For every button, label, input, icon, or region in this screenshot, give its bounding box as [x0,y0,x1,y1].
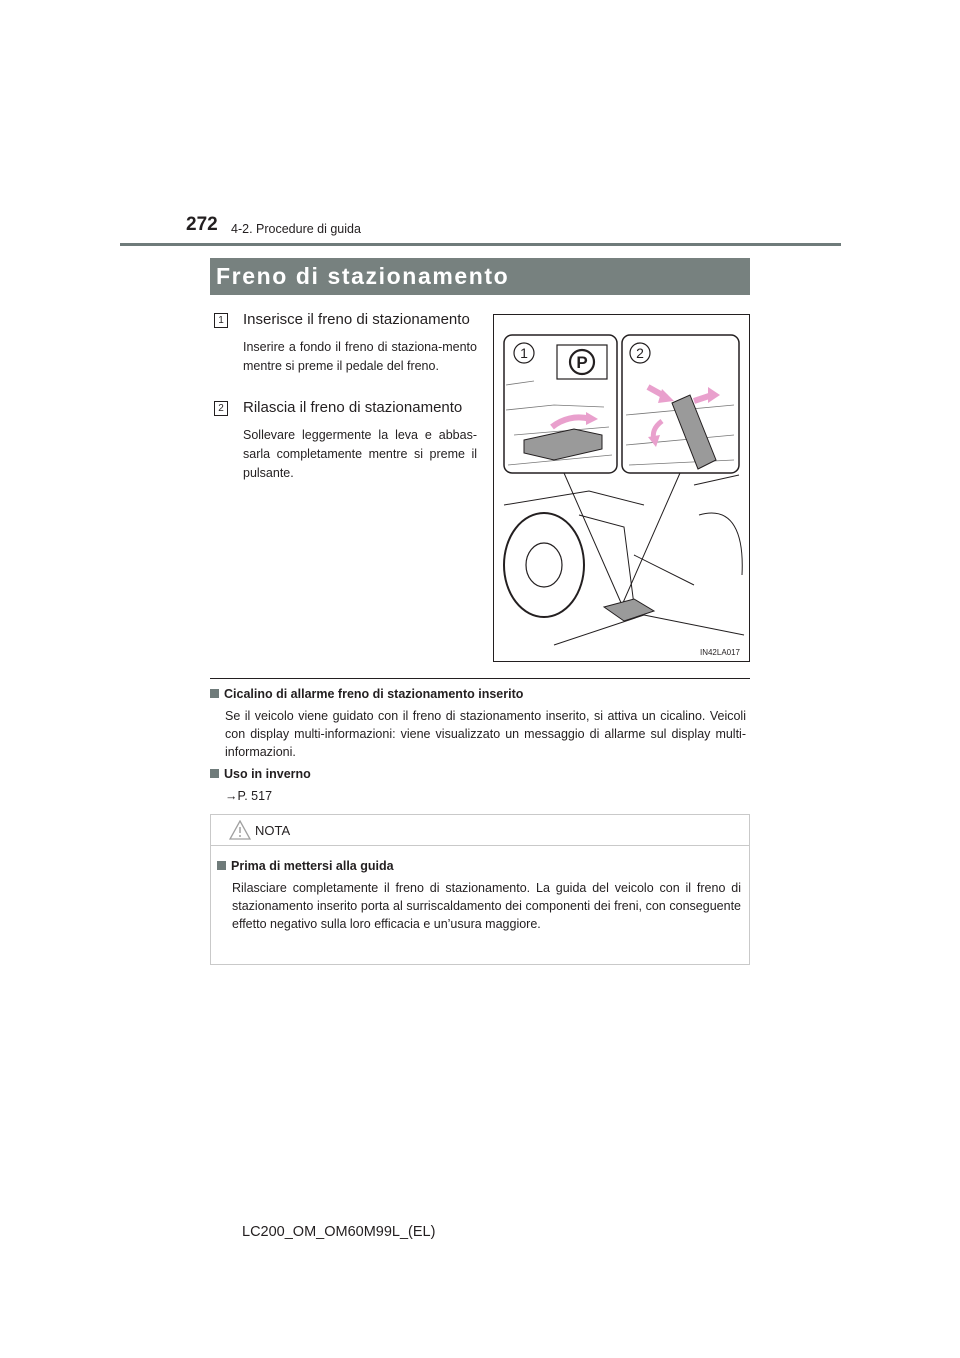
step-title-1: Inserisce il freno di stazionamento [243,311,470,328]
page-number: 272 [186,214,218,235]
caution-header [211,815,749,846]
parking-brake-illustration [493,314,750,662]
steering-hub [526,543,562,587]
callout-label-2: 2 [636,345,644,361]
step-text-1: Inserire a fondo il freno di staziona-mento mentre si preme il pedale del freno. [243,340,477,373]
caution-text: Rilasciare completamente il freno di stazionamento. La guida del veicolo con il freno di stazionamento inserito porta al surriscaldamento dei componenti dei freni, con conseguente effetto negativo sulla loro efficacia e un’usura maggiore. [232,881,741,931]
steering-wheel [504,513,584,617]
note-text-2: →P. 517 [225,789,273,803]
step-text-2: Sollevare leggermente la leva e abbas-sarla completamente mentre si preme il pulsante. [243,428,477,480]
header-rule [120,243,841,246]
square-bullet-icon [210,689,219,698]
note-heading-1: Cicalino di allarme freno di stazionamento inserito [210,687,746,701]
footer-code: LC200_OM_OM60M99L_(EL) [242,1224,436,1240]
brake-lever-overview [604,599,654,621]
section-divider [210,678,750,679]
step-number-2: 2 [214,401,228,416]
callout-label-1: 1 [520,345,528,361]
section-label: 4-2. Procedure di guida [231,222,361,236]
caution-label: NOTA [255,823,291,838]
illustration-drawing [494,315,749,661]
step-number-1: 1 [214,313,228,328]
caution-heading: Prima di mettersi alla guida [217,859,741,873]
note-heading-2: Uso in inverno [210,767,746,781]
square-bullet-icon [210,769,219,778]
figure-code: IN42LA017 [699,648,740,657]
note-buzzer [210,687,746,761]
note-winter [210,767,746,805]
square-bullet-icon [217,861,226,870]
section-title: Freno di stazionamento [210,258,750,295]
parking-symbol-letter: P [576,353,588,372]
step-title-2: Rilascia il freno di stazionamento [243,399,463,416]
note-text-1: Se il veicolo viene guidato con il freno di stazionamento inserito, si attiva un cicalino. Veicoli con display multi-informazioni: viene visualizzato un messaggio di allarme sul display multi-informazioni. [225,709,746,759]
warning-triangle-icon [229,820,251,840]
caution-box [210,814,750,965]
caution-body [217,859,741,933]
